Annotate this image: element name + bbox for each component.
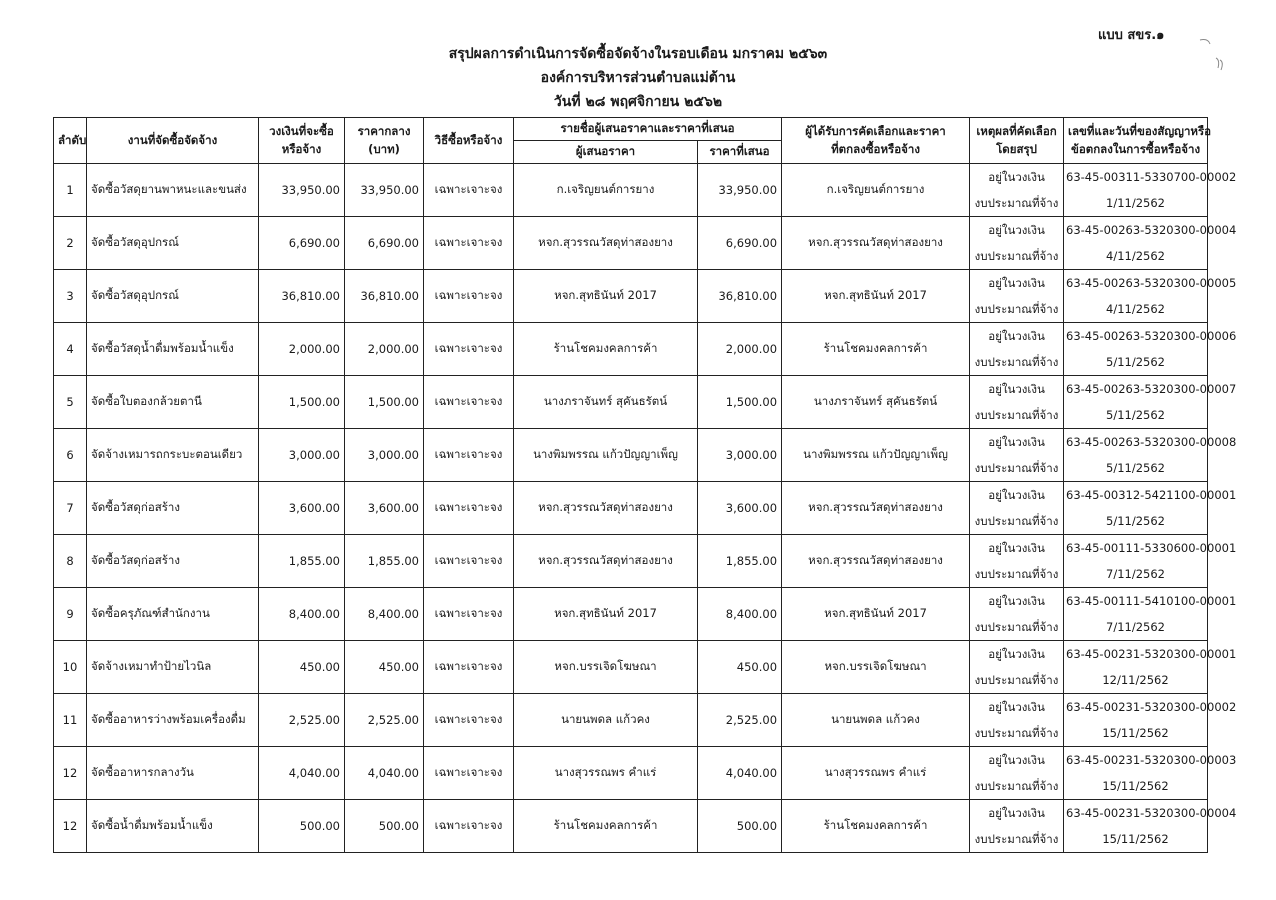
cell-reason bbox=[970, 800, 1064, 853]
cell-reason bbox=[970, 323, 1064, 376]
cell-contract-date: 5/11/2562 bbox=[1106, 408, 1165, 422]
cell-contract bbox=[1064, 588, 1237, 641]
cell-reason-line2: งบประมาณที่จ้าง bbox=[974, 408, 1059, 422]
title-line-3: วันที่ ๒๘ พฤศจิกายน ๒๕๖๒ bbox=[553, 94, 723, 110]
cell-contract-number: 63-45-00311-5330700-00002 bbox=[1066, 170, 1237, 184]
cell-contract-number: 63-45-00263-5320300-00007 bbox=[1066, 382, 1237, 396]
table-row bbox=[54, 323, 1208, 376]
cell-method: เฉพาะเจาะจง bbox=[424, 164, 514, 217]
form-code: แบบ สขร.๑ bbox=[1098, 28, 1165, 43]
procurement-table bbox=[53, 117, 1237, 853]
cell-contract bbox=[1064, 641, 1237, 694]
cell-budget: 1,500.00 bbox=[259, 376, 345, 429]
cell-reason-line1: อยู่ในวงเงิน bbox=[988, 594, 1045, 608]
cell-work: จัดซื้อวัสดุก่อสร้าง bbox=[87, 482, 259, 535]
cell-contract-number: 63-45-00263-5320300-00006 bbox=[1066, 329, 1237, 343]
cell-work: จัดซื้ออาหารกลางวัน bbox=[87, 747, 259, 800]
cell-bidder: ก.เจริญยนต์การยาง bbox=[514, 164, 698, 217]
cell-median: 6,690.00 bbox=[345, 217, 424, 270]
cell-winner: หจก.สุทธินันท์ 2017 bbox=[782, 270, 970, 323]
cell-seq: 3 bbox=[54, 270, 87, 323]
cell-contract-date: 4/11/2562 bbox=[1106, 249, 1165, 263]
cell-bid-price: 4,040.00 bbox=[698, 747, 782, 800]
cell-bidder: หจก.สุวรรณวัสดุท่าสองยาง bbox=[514, 535, 698, 588]
cell-contract-number: 63-45-00231-5320300-00004 bbox=[1066, 806, 1237, 820]
cell-method: เฉพาะเจาะจง bbox=[424, 429, 514, 482]
cell-bid-price: 6,690.00 bbox=[698, 217, 782, 270]
cell-seq: 8 bbox=[54, 535, 87, 588]
cell-reason-line1: อยู่ในวงเงิน bbox=[988, 806, 1045, 820]
table-row bbox=[54, 217, 1208, 270]
cell-reason-line2: งบประมาณที่จ้าง bbox=[974, 620, 1059, 634]
cell-reason-line2: งบประมาณที่จ้าง bbox=[974, 779, 1059, 793]
cell-method: เฉพาะเจาะจง bbox=[424, 270, 514, 323]
col-reason-line2: โดยสรุป bbox=[996, 141, 1037, 156]
cell-contract-number: 63-45-00263-5320300-00004 bbox=[1066, 223, 1237, 237]
cell-work: จัดซื้อวัสดุก่อสร้าง bbox=[87, 535, 259, 588]
cell-method: เฉพาะเจาะจง bbox=[424, 588, 514, 641]
cell-reason-line2: งบประมาณที่จ้าง bbox=[974, 514, 1059, 528]
cell-reason-line1: อยู่ในวงเงิน bbox=[988, 435, 1045, 449]
cell-reason-line2: งบประมาณที่จ้าง bbox=[974, 355, 1059, 369]
cell-median: 2,525.00 bbox=[345, 694, 424, 747]
cell-winner: นางพิมพรรณ แก้วปัญญาเพ็ญ bbox=[782, 429, 970, 482]
cell-reason-line1: อยู่ในวงเงิน bbox=[988, 276, 1045, 290]
table-row bbox=[54, 641, 1208, 694]
cell-work: จัดซื้อน้ำดื่มพร้อมน้ำแข็ง bbox=[87, 800, 259, 853]
cell-budget: 3,000.00 bbox=[259, 429, 345, 482]
col-method: วิธีซื้อหรือจ้าง bbox=[424, 118, 514, 164]
cell-winner: ร้านโชคมงคลการค้า bbox=[782, 800, 970, 853]
cell-contract-date: 5/11/2562 bbox=[1106, 461, 1165, 475]
cell-reason-line1: อยู่ในวงเงิน bbox=[988, 700, 1045, 714]
cell-work: จัดซื้อวัสดุน้ำดื่มพร้อมน้ำแข็ง bbox=[87, 323, 259, 376]
document-titles bbox=[0, 42, 1276, 114]
cell-reason bbox=[970, 747, 1064, 800]
cell-bid-price: 2,525.00 bbox=[698, 694, 782, 747]
cell-reason-line1: อยู่ในวงเงิน bbox=[988, 647, 1045, 661]
cell-contract-date: 7/11/2562 bbox=[1106, 620, 1165, 634]
cell-bidder: นางภราจันทร์ สุคันธรัตน์ bbox=[514, 376, 698, 429]
table-row bbox=[54, 747, 1208, 800]
cell-bid-price: 2,000.00 bbox=[698, 323, 782, 376]
cell-contract-date: 1/11/2562 bbox=[1106, 196, 1165, 210]
cell-reason-line1: อยู่ในวงเงิน bbox=[988, 753, 1045, 767]
cell-reason-line2: งบประมาณที่จ้าง bbox=[974, 196, 1059, 210]
cell-reason bbox=[970, 694, 1064, 747]
cell-budget: 6,690.00 bbox=[259, 217, 345, 270]
cell-contract-number: 63-45-00312-5421100-00001 bbox=[1066, 488, 1237, 502]
cell-contract-number: 63-45-00111-5330600-00001 bbox=[1066, 541, 1237, 555]
cell-contract bbox=[1064, 217, 1237, 270]
col-median-line2: (บาท) bbox=[368, 141, 400, 156]
cell-winner: หจก.สุทธินันท์ 2017 bbox=[782, 588, 970, 641]
cell-winner: หจก.บรรเจิดโฆษณา bbox=[782, 641, 970, 694]
cell-winner: นายนพดล แก้วคง bbox=[782, 694, 970, 747]
cell-contract bbox=[1064, 800, 1237, 853]
cell-seq: 1 bbox=[54, 164, 87, 217]
cell-contract-date: 7/11/2562 bbox=[1106, 567, 1165, 581]
col-bidders-group: รายชื่อผู้เสนอราคาและราคาที่เสนอ bbox=[514, 118, 782, 141]
cell-median: 36,810.00 bbox=[345, 270, 424, 323]
cell-contract-date: 12/11/2562 bbox=[1102, 673, 1169, 687]
col-reason bbox=[970, 118, 1064, 164]
cell-reason bbox=[970, 270, 1064, 323]
cell-median: 500.00 bbox=[345, 800, 424, 853]
cell-median: 33,950.00 bbox=[345, 164, 424, 217]
cell-seq: 10 bbox=[54, 641, 87, 694]
cell-reason-line1: อยู่ในวงเงิน bbox=[988, 382, 1045, 396]
cell-bid-price: 3,600.00 bbox=[698, 482, 782, 535]
cell-budget: 3,600.00 bbox=[259, 482, 345, 535]
cell-bid-price: 450.00 bbox=[698, 641, 782, 694]
cell-winner: นางภราจันทร์ สุคันธรัตน์ bbox=[782, 376, 970, 429]
col-median bbox=[345, 118, 424, 164]
cell-seq: 7 bbox=[54, 482, 87, 535]
col-bid-price: ราคาที่เสนอ bbox=[698, 141, 782, 164]
cell-contract bbox=[1064, 164, 1237, 217]
cell-bidder: นางสุวรรณพร คำแร่ bbox=[514, 747, 698, 800]
cell-method: เฉพาะเจาะจง bbox=[424, 800, 514, 853]
col-work: งานที่จัดซื้อจัดจ้าง bbox=[87, 118, 259, 164]
cell-bid-price: 1,855.00 bbox=[698, 535, 782, 588]
cell-bid-price: 8,400.00 bbox=[698, 588, 782, 641]
cell-reason bbox=[970, 588, 1064, 641]
cell-median: 4,040.00 bbox=[345, 747, 424, 800]
table-row bbox=[54, 164, 1208, 217]
col-contract-line2: ข้อตกลงในการซื้อหรือจ้าง bbox=[1070, 141, 1201, 156]
cell-bidder: นายนพดล แก้วคง bbox=[514, 694, 698, 747]
cell-contract-number: 63-45-00263-5320300-00005 bbox=[1066, 276, 1237, 290]
cell-contract-number: 63-45-00231-5320300-00001 bbox=[1066, 647, 1237, 661]
cell-work: จัดซื้อใบตองกล้วยตานี bbox=[87, 376, 259, 429]
cell-reason-line1: อยู่ในวงเงิน bbox=[988, 170, 1045, 184]
cell-median: 1,500.00 bbox=[345, 376, 424, 429]
cell-budget: 8,400.00 bbox=[259, 588, 345, 641]
table-row bbox=[54, 270, 1208, 323]
cell-reason-line2: งบประมาณที่จ้าง bbox=[974, 726, 1059, 740]
cell-bid-price: 33,950.00 bbox=[698, 164, 782, 217]
cell-work: จัดซื้อวัสดุยานพาหนะและขนส่ง bbox=[87, 164, 259, 217]
cell-method: เฉพาะเจาะจง bbox=[424, 482, 514, 535]
cell-work: จัดซื้อวัสดุอุปกรณ์ bbox=[87, 270, 259, 323]
cell-seq: 5 bbox=[54, 376, 87, 429]
cell-median: 3,000.00 bbox=[345, 429, 424, 482]
cell-reason-line1: อยู่ในวงเงิน bbox=[988, 541, 1045, 555]
cell-contract-date: 5/11/2562 bbox=[1106, 514, 1165, 528]
cell-winner: นางสุวรรณพร คำแร่ bbox=[782, 747, 970, 800]
cell-winner: หจก.สุวรรณวัสดุท่าสองยาง bbox=[782, 217, 970, 270]
cell-reason bbox=[970, 164, 1064, 217]
cell-seq: 4 bbox=[54, 323, 87, 376]
cell-reason-line2: งบประมาณที่จ้าง bbox=[974, 461, 1059, 475]
table-row bbox=[54, 535, 1208, 588]
table-row bbox=[54, 482, 1208, 535]
cell-contract bbox=[1064, 323, 1237, 376]
col-budget-line2: หรือจ้าง bbox=[281, 141, 322, 156]
cell-bidder: หจก.สุวรรณวัสดุท่าสองยาง bbox=[514, 482, 698, 535]
cell-bidder: หจก.บรรเจิดโฆษณา bbox=[514, 641, 698, 694]
col-contract bbox=[1064, 118, 1212, 164]
title-line-1: สรุปผลการดำเนินการจัดซื้อจัดจ้างในรอบเดือน มกราคม ๒๕๖๓ bbox=[448, 46, 828, 62]
cell-method: เฉพาะเจาะจง bbox=[424, 323, 514, 376]
cell-budget: 1,855.00 bbox=[259, 535, 345, 588]
cell-contract bbox=[1064, 747, 1237, 800]
table-row bbox=[54, 588, 1208, 641]
cell-work: จัดซื้อวัสดุอุปกรณ์ bbox=[87, 217, 259, 270]
cell-method: เฉพาะเจาะจง bbox=[424, 694, 514, 747]
cell-budget: 36,810.00 bbox=[259, 270, 345, 323]
table-row bbox=[54, 694, 1208, 747]
cell-work: จัดจ้างเหมาทำป้ายไวนิล bbox=[87, 641, 259, 694]
cell-seq: 12 bbox=[54, 747, 87, 800]
cell-method: เฉพาะเจาะจง bbox=[424, 376, 514, 429]
cell-bidder: ร้านโชคมงคลการค้า bbox=[514, 323, 698, 376]
cell-contract-date: 4/11/2562 bbox=[1106, 302, 1165, 316]
table-body bbox=[54, 164, 1237, 853]
cell-work: จัดซื้ออาหารว่างพร้อมเครื่องดื่ม bbox=[87, 694, 259, 747]
cell-seq: 9 bbox=[54, 588, 87, 641]
cell-seq: 6 bbox=[54, 429, 87, 482]
cell-median: 1,855.00 bbox=[345, 535, 424, 588]
cell-reason bbox=[970, 376, 1064, 429]
col-winner-line1: ผู้ได้รับการคัดเลือกและราคา bbox=[805, 123, 946, 138]
cell-median: 8,400.00 bbox=[345, 588, 424, 641]
cell-method: เฉพาะเจาะจง bbox=[424, 217, 514, 270]
cell-median: 3,600.00 bbox=[345, 482, 424, 535]
cell-work: จัดจ้างเหมารถกระบะตอนเดียว bbox=[87, 429, 259, 482]
col-budget bbox=[259, 118, 345, 164]
cell-reason bbox=[970, 482, 1064, 535]
cell-winner: ก.เจริญยนต์การยาง bbox=[782, 164, 970, 217]
cell-method: เฉพาะเจาะจง bbox=[424, 747, 514, 800]
cell-bidder: นางพิมพรรณ แก้วปัญญาเพ็ญ bbox=[514, 429, 698, 482]
cell-method: เฉพาะเจาะจง bbox=[424, 535, 514, 588]
cell-bidder: หจก.สุวรรณวัสดุท่าสองยาง bbox=[514, 217, 698, 270]
table-row bbox=[54, 800, 1208, 853]
cell-reason bbox=[970, 429, 1064, 482]
cell-contract bbox=[1064, 376, 1237, 429]
cell-bidder: หจก.สุทธินันท์ 2017 bbox=[514, 588, 698, 641]
cell-contract-number: 63-45-00263-5320300-00008 bbox=[1066, 435, 1237, 449]
cell-contract bbox=[1064, 535, 1237, 588]
cell-seq: 12 bbox=[54, 800, 87, 853]
cell-contract-number: 63-45-00111-5410100-00001 bbox=[1066, 594, 1237, 608]
cell-winner: หจก.สุวรรณวัสดุท่าสองยาง bbox=[782, 535, 970, 588]
cell-bid-price: 36,810.00 bbox=[698, 270, 782, 323]
cell-budget: 2,525.00 bbox=[259, 694, 345, 747]
cell-winner: หจก.สุวรรณวัสดุท่าสองยาง bbox=[782, 482, 970, 535]
cell-contract-number: 63-45-00231-5320300-00002 bbox=[1066, 700, 1237, 714]
col-bidder: ผู้เสนอราคา bbox=[514, 141, 698, 164]
cell-reason-line2: งบประมาณที่จ้าง bbox=[974, 673, 1059, 687]
cell-budget: 450.00 bbox=[259, 641, 345, 694]
cell-reason bbox=[970, 641, 1064, 694]
col-contract-line1: เลขที่และวันที่ของสัญญาหรือ bbox=[1068, 123, 1212, 138]
cell-budget: 33,950.00 bbox=[259, 164, 345, 217]
cell-bidder: ร้านโชคมงคลการค้า bbox=[514, 800, 698, 853]
title-line-2: องค์การบริหารส่วนตำบลแม่ต้าน bbox=[540, 70, 736, 86]
col-seq: ลำดับ bbox=[54, 118, 87, 164]
cell-reason-line2: งบประมาณที่จ้าง bbox=[974, 249, 1059, 263]
cell-median: 450.00 bbox=[345, 641, 424, 694]
cell-reason bbox=[970, 217, 1064, 270]
cell-contract bbox=[1064, 694, 1237, 747]
table-row bbox=[54, 429, 1208, 482]
header-row-1 bbox=[54, 118, 1208, 141]
cell-reason bbox=[970, 535, 1064, 588]
cell-reason-line2: งบประมาณที่จ้าง bbox=[974, 832, 1059, 846]
col-budget-line1: วงเงินที่จะซื้อ bbox=[269, 123, 334, 138]
cell-reason-line2: งบประมาณที่จ้าง bbox=[974, 567, 1059, 581]
cell-reason-line1: อยู่ในวงเงิน bbox=[988, 223, 1045, 237]
cell-budget: 2,000.00 bbox=[259, 323, 345, 376]
cell-budget: 500.00 bbox=[259, 800, 345, 853]
col-winner-line2: ที่ตกลงซื้อหรือจ้าง bbox=[831, 141, 920, 156]
table-row bbox=[54, 376, 1208, 429]
cell-median: 2,000.00 bbox=[345, 323, 424, 376]
cell-bidder: หจก.สุทธินันท์ 2017 bbox=[514, 270, 698, 323]
cell-contract bbox=[1064, 482, 1237, 535]
cell-budget: 4,040.00 bbox=[259, 747, 345, 800]
cell-reason-line2: งบประมาณที่จ้าง bbox=[974, 302, 1059, 316]
cell-bid-price: 1,500.00 bbox=[698, 376, 782, 429]
cell-work: จัดซื้อครุภัณฑ์สำนักงาน bbox=[87, 588, 259, 641]
cell-contract-date: 15/11/2562 bbox=[1102, 832, 1169, 846]
cell-bid-price: 3,000.00 bbox=[698, 429, 782, 482]
cell-bid-price: 500.00 bbox=[698, 800, 782, 853]
col-winner bbox=[782, 118, 970, 164]
cell-reason-line1: อยู่ในวงเงิน bbox=[988, 329, 1045, 343]
col-reason-line1: เหตุผลที่คัดเลือก bbox=[976, 123, 1057, 138]
cell-contract bbox=[1064, 270, 1237, 323]
cell-winner: ร้านโชคมงคลการค้า bbox=[782, 323, 970, 376]
cell-seq: 2 bbox=[54, 217, 87, 270]
cell-contract-date: 5/11/2562 bbox=[1106, 355, 1165, 369]
cell-contract-date: 15/11/2562 bbox=[1102, 726, 1169, 740]
cell-seq: 11 bbox=[54, 694, 87, 747]
cell-contract bbox=[1064, 429, 1237, 482]
col-median-line1: ราคากลาง bbox=[357, 123, 411, 138]
cell-contract-date: 15/11/2562 bbox=[1102, 779, 1169, 793]
cell-reason-line1: อยู่ในวงเงิน bbox=[988, 488, 1045, 502]
cell-method: เฉพาะเจาะจง bbox=[424, 641, 514, 694]
cell-contract-number: 63-45-00231-5320300-00003 bbox=[1066, 753, 1237, 767]
